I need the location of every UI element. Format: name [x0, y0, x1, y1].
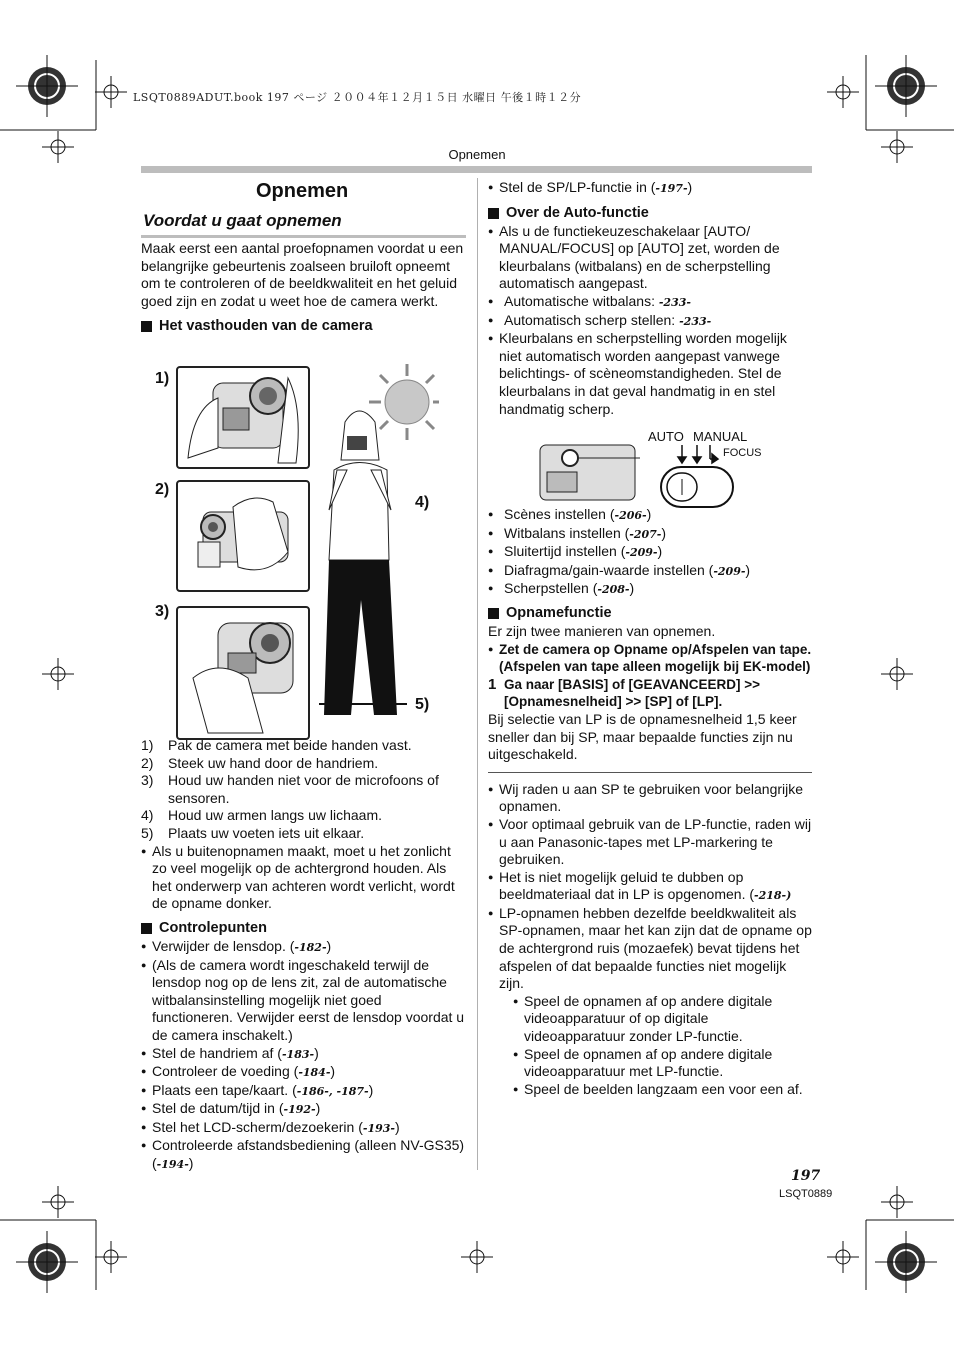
rec-heading: Opnamefunctie [488, 604, 812, 623]
corner-mark-bottom-right [866, 1220, 954, 1293]
print-header: LSQT0889ADUT.book 197 ページ ２００４年１２月１５日 水曜日 午後１時１２分 [133, 91, 582, 104]
lp-paragraph: Bij selectie van LP is de opnamesnelheid 1,5 keer sneller dan bij SP, maar bepaalde functies zijn nu uitgeschakeld. [488, 710, 797, 763]
holding-illustration [141, 360, 471, 740]
photo-no-cover-mic [176, 606, 310, 740]
illustration-label-1: 1) [155, 370, 170, 387]
note-item: ● LP-opnamen hebben dezelfde beeldkwaliteit als SP-opnamen, maar het kan zijn dat de opname op de achtergrond ruis (mozaefek) bevat tijdens het afspelen of dat bepaalde functies niet mogelijk zijn. [488, 905, 812, 993]
auto-paragraph-1: ● Als u de functiekeuzeschakelaar [AUTO/ MANUAL/FOCUS] op [AUTO] zet, worden de kleurbalans (witbalans) en de scherpstelling automatisch aangepast. [488, 223, 812, 293]
switch-label-manual: MANUAL [693, 429, 748, 444]
camera-side-icon [535, 440, 640, 515]
photo-both-hands [176, 366, 310, 469]
illustration-label-4: 4) [415, 494, 430, 511]
note-item: ● Voor optimaal gebruik van de LP-functie, raden wij u aan Panasonic-tapes met LP-markering te gebruiken. [488, 816, 812, 869]
auto-heading: Over de Auto-functie [488, 204, 812, 223]
checkpoint-item: ● Stel de datum/tijd in (-192-) [141, 1100, 466, 1119]
note-item: ● Het is niet mogelijk geluid te dubben op beeldmateriaal dat in LP is opgenomen. (-218-) [488, 869, 812, 905]
sunlight-note: ● Als u buitenopnamen maakt, moet u het zonlicht zo veel mogelijk op de achtergrond houden. Als het onderwerp van achteren wordt verlicht, wordt de opname donker. [141, 843, 466, 913]
checkpoint-item: ● Controleerde afstandsbediening (alleen NV-GS35) (-194-) [141, 1137, 466, 1173]
corner-mark-top-left [0, 55, 96, 130]
checkpoint-item: ● Plaats een tape/kaart. (-186-, -187-) [141, 1082, 466, 1101]
illustration-label-2: 2) [155, 481, 170, 498]
right-column-bottom [488, 506, 812, 1098]
checkpoint-item: ● Stel de handriem af (-183-) [141, 1045, 466, 1064]
corner-mark-top-right [866, 55, 954, 130]
checkpoint-item: ● Stel het LCD-scherm/dezoekerin (-193-) [141, 1119, 466, 1138]
intro-paragraph: Maak eerst een aantal proefopnamen voordat u een belangrijke gebeurtenis zoalseen bruiloft opneemt om te controleren of de beeldkwaliteit en het geluid goed zijn en zodat u weet hoe de camera werkt. [141, 240, 464, 309]
rec-instruction: ● Zet de camera op Opname op/Afspelen van tape. (Afspelen van tape alleen mogelijk bij EK-model) [488, 641, 812, 676]
manual-setting-item: ● Diafragma/gain-waarde instellen (-209-) [488, 562, 812, 581]
holding-step: 3) Houd uw handen niet voor de microfoons of sensoren. [141, 772, 439, 806]
illustration-label-3: 3) [155, 603, 170, 620]
lp-sub-item: ● Speel de beelden langzaam een voor een af. [513, 1081, 812, 1099]
left-column-bottom [141, 737, 466, 1174]
auto-paragraph-2: ● Kleurbalans en scherpstelling worden mogelijk niet automatisch worden aangepast vanwege belichtings- of scèneomstandigheden. Stel de kleurbalans in dat geval handmatig in en stel handmatig scherp. [488, 330, 812, 418]
sp-lp-item: ● Stel de SP/LP-functie in (-197-) [488, 179, 812, 198]
checkpoints-heading: Controlepunten [141, 919, 466, 938]
note-item: ● Wij raden u aan SP te gebruiken voor belangrijke opnamen. [488, 781, 812, 816]
square-bullet-icon [141, 321, 152, 332]
auto-sub-item: ● Automatisch scherp stellen: -233- [488, 312, 812, 331]
square-bullet-icon [488, 208, 499, 219]
sun-icon [369, 364, 439, 440]
photo-hand-strap [176, 480, 310, 592]
manual-setting-item: ● Witbalans instellen (-207-) [488, 525, 812, 544]
right-column-top [488, 179, 812, 418]
checkpoint-item: ● Controleer de voeding (-184-) [141, 1063, 466, 1082]
lp-sub-item: ● Speel de opnamen af op andere digitale videoapparatuur of op digitale videoapparatuur zonder LP-functie. [513, 993, 812, 1046]
lens-cap-note: ● (Als de camera wordt ingeschakeld terwijl de lensdop nog op de lens zit, zal de automatische witbalansinstelling mogelijk niet goed functioneren. Verwijder eerst de lensdop voordat u de camera inschakelt.) [141, 957, 466, 1045]
square-bullet-icon [488, 608, 499, 619]
subtitle-rule [141, 235, 466, 238]
checkpoint-item: ● Verwijder de lensdop. (-182-) [141, 938, 466, 957]
auto-sub-item: ● Automatische witbalans: -233- [488, 293, 812, 312]
holding-heading: Het vasthouden van de camera [141, 317, 466, 336]
person-filming-figure [309, 360, 439, 730]
holding-step: 5) Plaats uw voeten iets uit elkaar. [141, 824, 365, 841]
header-rule [141, 166, 812, 173]
manual-setting-item: ● Scherpstellen (-208-) [488, 580, 812, 599]
square-bullet-icon [141, 923, 152, 934]
page-title: Opnemen [256, 180, 349, 202]
running-header: Opnemen [448, 147, 506, 162]
manual-setting-item: ● Scènes instellen (-206-) [488, 506, 812, 525]
rec-step: 1 Ga naar [BASIS] of [GEAVANCEERD] >> [Opnamesnelheid] >> [SP] of [LP]. [488, 675, 761, 710]
mode-switch-icon [655, 443, 775, 513]
holding-step: 2) Steek uw hand door de handriem. [141, 754, 379, 771]
switch-label-focus: FOCUS [723, 447, 762, 459]
lp-sub-item: ● Speel de opnamen af op andere digitale videoapparatuur met LP-functie. [513, 1046, 812, 1081]
switch-label-auto: AUTO [648, 429, 684, 444]
left-column-top [141, 240, 466, 336]
holding-step: 1) Pak de camera met beide handen vast. [141, 737, 412, 753]
corner-mark-bottom-left [0, 1220, 96, 1293]
divider [488, 772, 812, 773]
illustration-label-5: 5) [415, 696, 430, 713]
holding-step: 4) Houd uw armen langs uw lichaam. [141, 807, 382, 824]
manual-setting-item: ● Sluitertijd instellen (-209-) [488, 543, 812, 562]
section-subtitle: Voordat u gaat opnemen [143, 211, 342, 230]
mode-switch-illustration [535, 425, 775, 510]
page-number: 197 [791, 1168, 821, 1184]
rec-intro: Er zijn twee manieren van opnemen. [488, 622, 716, 639]
document-code: LSQT0889 [779, 1188, 833, 1200]
column-separator [477, 178, 478, 1170]
